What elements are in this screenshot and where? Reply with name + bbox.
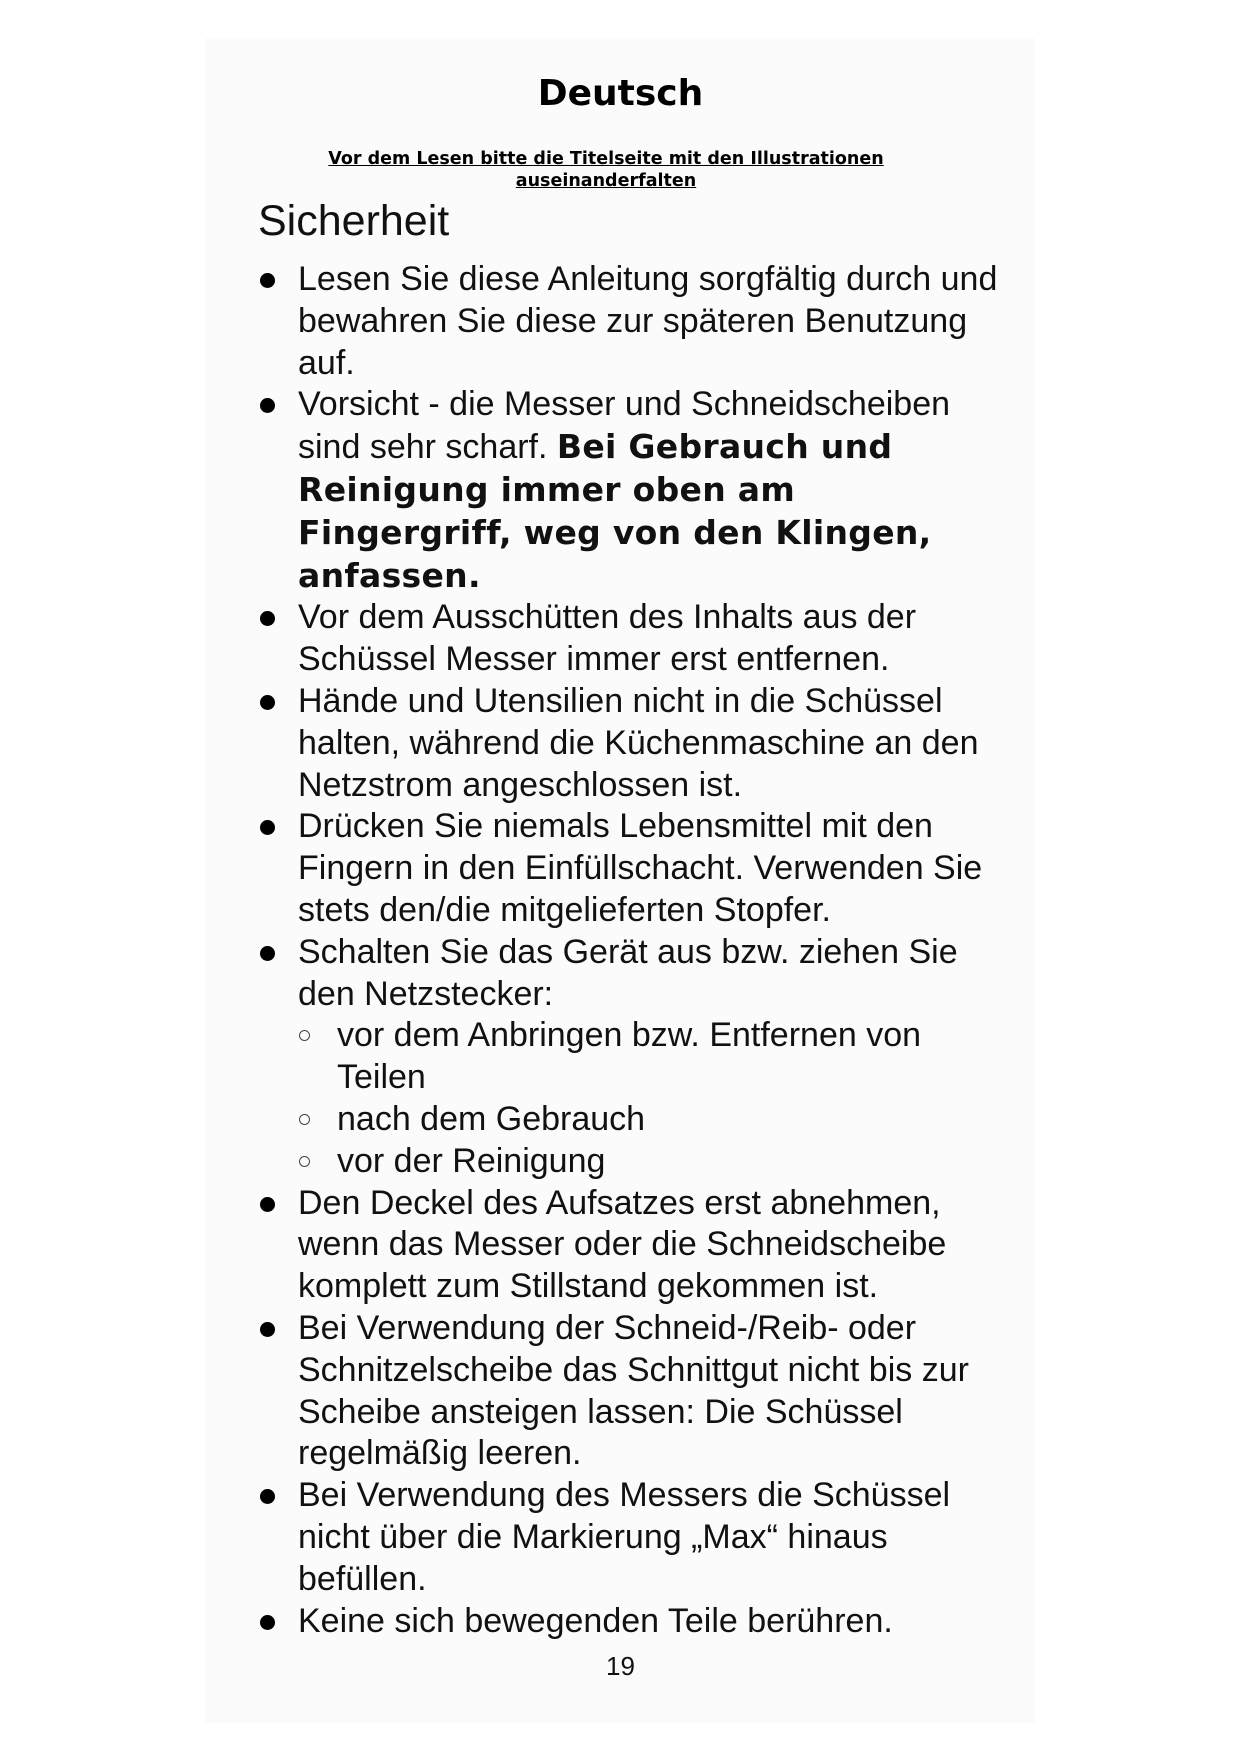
list-item: Vorsicht - die Messer und Schneidscheiben sind sehr scharf. Bei Gebrauch und Reinigung immer oben am Fingergriff, weg von den Klingen, anfassen. <box>258 384 1018 597</box>
bullet-icon <box>260 1322 275 1337</box>
section-title: Sicherheit <box>258 197 450 245</box>
unfold-note: Vor dem Lesen bitte die Titelseite mit den Illustrationen auseinanderfalten <box>328 149 884 191</box>
safety-list <box>258 259 1018 1642</box>
list-item: Schalten Sie das Gerät aus bzw. ziehen Sie den Netzstecker: vor dem Anbringen bzw. Entfernen von Teilen nach dem Gebrauch vor der Reinigung <box>258 932 1018 1183</box>
bullet-icon <box>260 820 275 835</box>
circle-bullet-icon <box>299 1156 310 1167</box>
sub-list-item: vor der Reinigung <box>298 1141 1018 1183</box>
bullet-icon <box>260 1197 275 1212</box>
list-item: Bei Verwendung der Schneid-/Reib- oder Schnitzelscheibe das Schnittgut nicht bis zur Scheibe ansteigen lassen: Die Schüssel regelmäßig leeren. <box>258 1308 1018 1475</box>
bullet-icon <box>260 1489 275 1504</box>
list-item: Bei Verwendung des Messers die Schüssel nicht über die Markierung „Max“ hinaus befüllen. <box>258 1475 1018 1600</box>
list-item: Keine sich bewegenden Teile berühren. <box>258 1601 1018 1643</box>
bullet-icon <box>260 273 275 288</box>
list-item: Drücken Sie niemals Lebensmittel mit den Fingern in den Einfüllschacht. Verwenden Sie stets den/die mitgelieferten Stopfer. <box>258 806 1018 931</box>
sub-list-item: vor dem Anbringen bzw. Entfernen von Teilen <box>298 1015 1018 1099</box>
list-item: Hände und Utensilien nicht in die Schüssel halten, während die Küchenmaschine an den Netzstrom angeschlossen ist. <box>258 681 1018 806</box>
sub-list <box>298 1015 1018 1182</box>
bullet-icon <box>260 1615 275 1630</box>
bullet-icon <box>260 695 275 710</box>
page-number: 19 <box>606 1651 635 1681</box>
circle-bullet-icon <box>299 1030 310 1041</box>
list-item: Lesen Sie diese Anleitung sorgfältig durch und bewahren Sie diese zur späteren Benutzung auf. <box>258 259 1018 384</box>
list-item: Den Deckel des Aufsatzes erst abnehmen, wenn das Messer oder die Schneidscheibe komplett zum Stillstand gekommen ist. <box>258 1183 1018 1308</box>
bullet-icon <box>260 946 275 961</box>
list-item: Vor dem Ausschütten des Inhalts aus der Schüssel Messer immer erst entfernen. <box>258 597 1018 681</box>
language-heading: Deutsch <box>537 73 704 114</box>
bullet-icon <box>260 611 275 626</box>
sub-list-item: nach dem Gebrauch <box>298 1099 1018 1141</box>
bullet-icon <box>260 398 275 413</box>
circle-bullet-icon <box>299 1114 310 1125</box>
bold-warning: Bei Gebrauch und Reinigung immer oben am Fingergriff, weg von den Klingen, anfassen. <box>298 427 932 595</box>
